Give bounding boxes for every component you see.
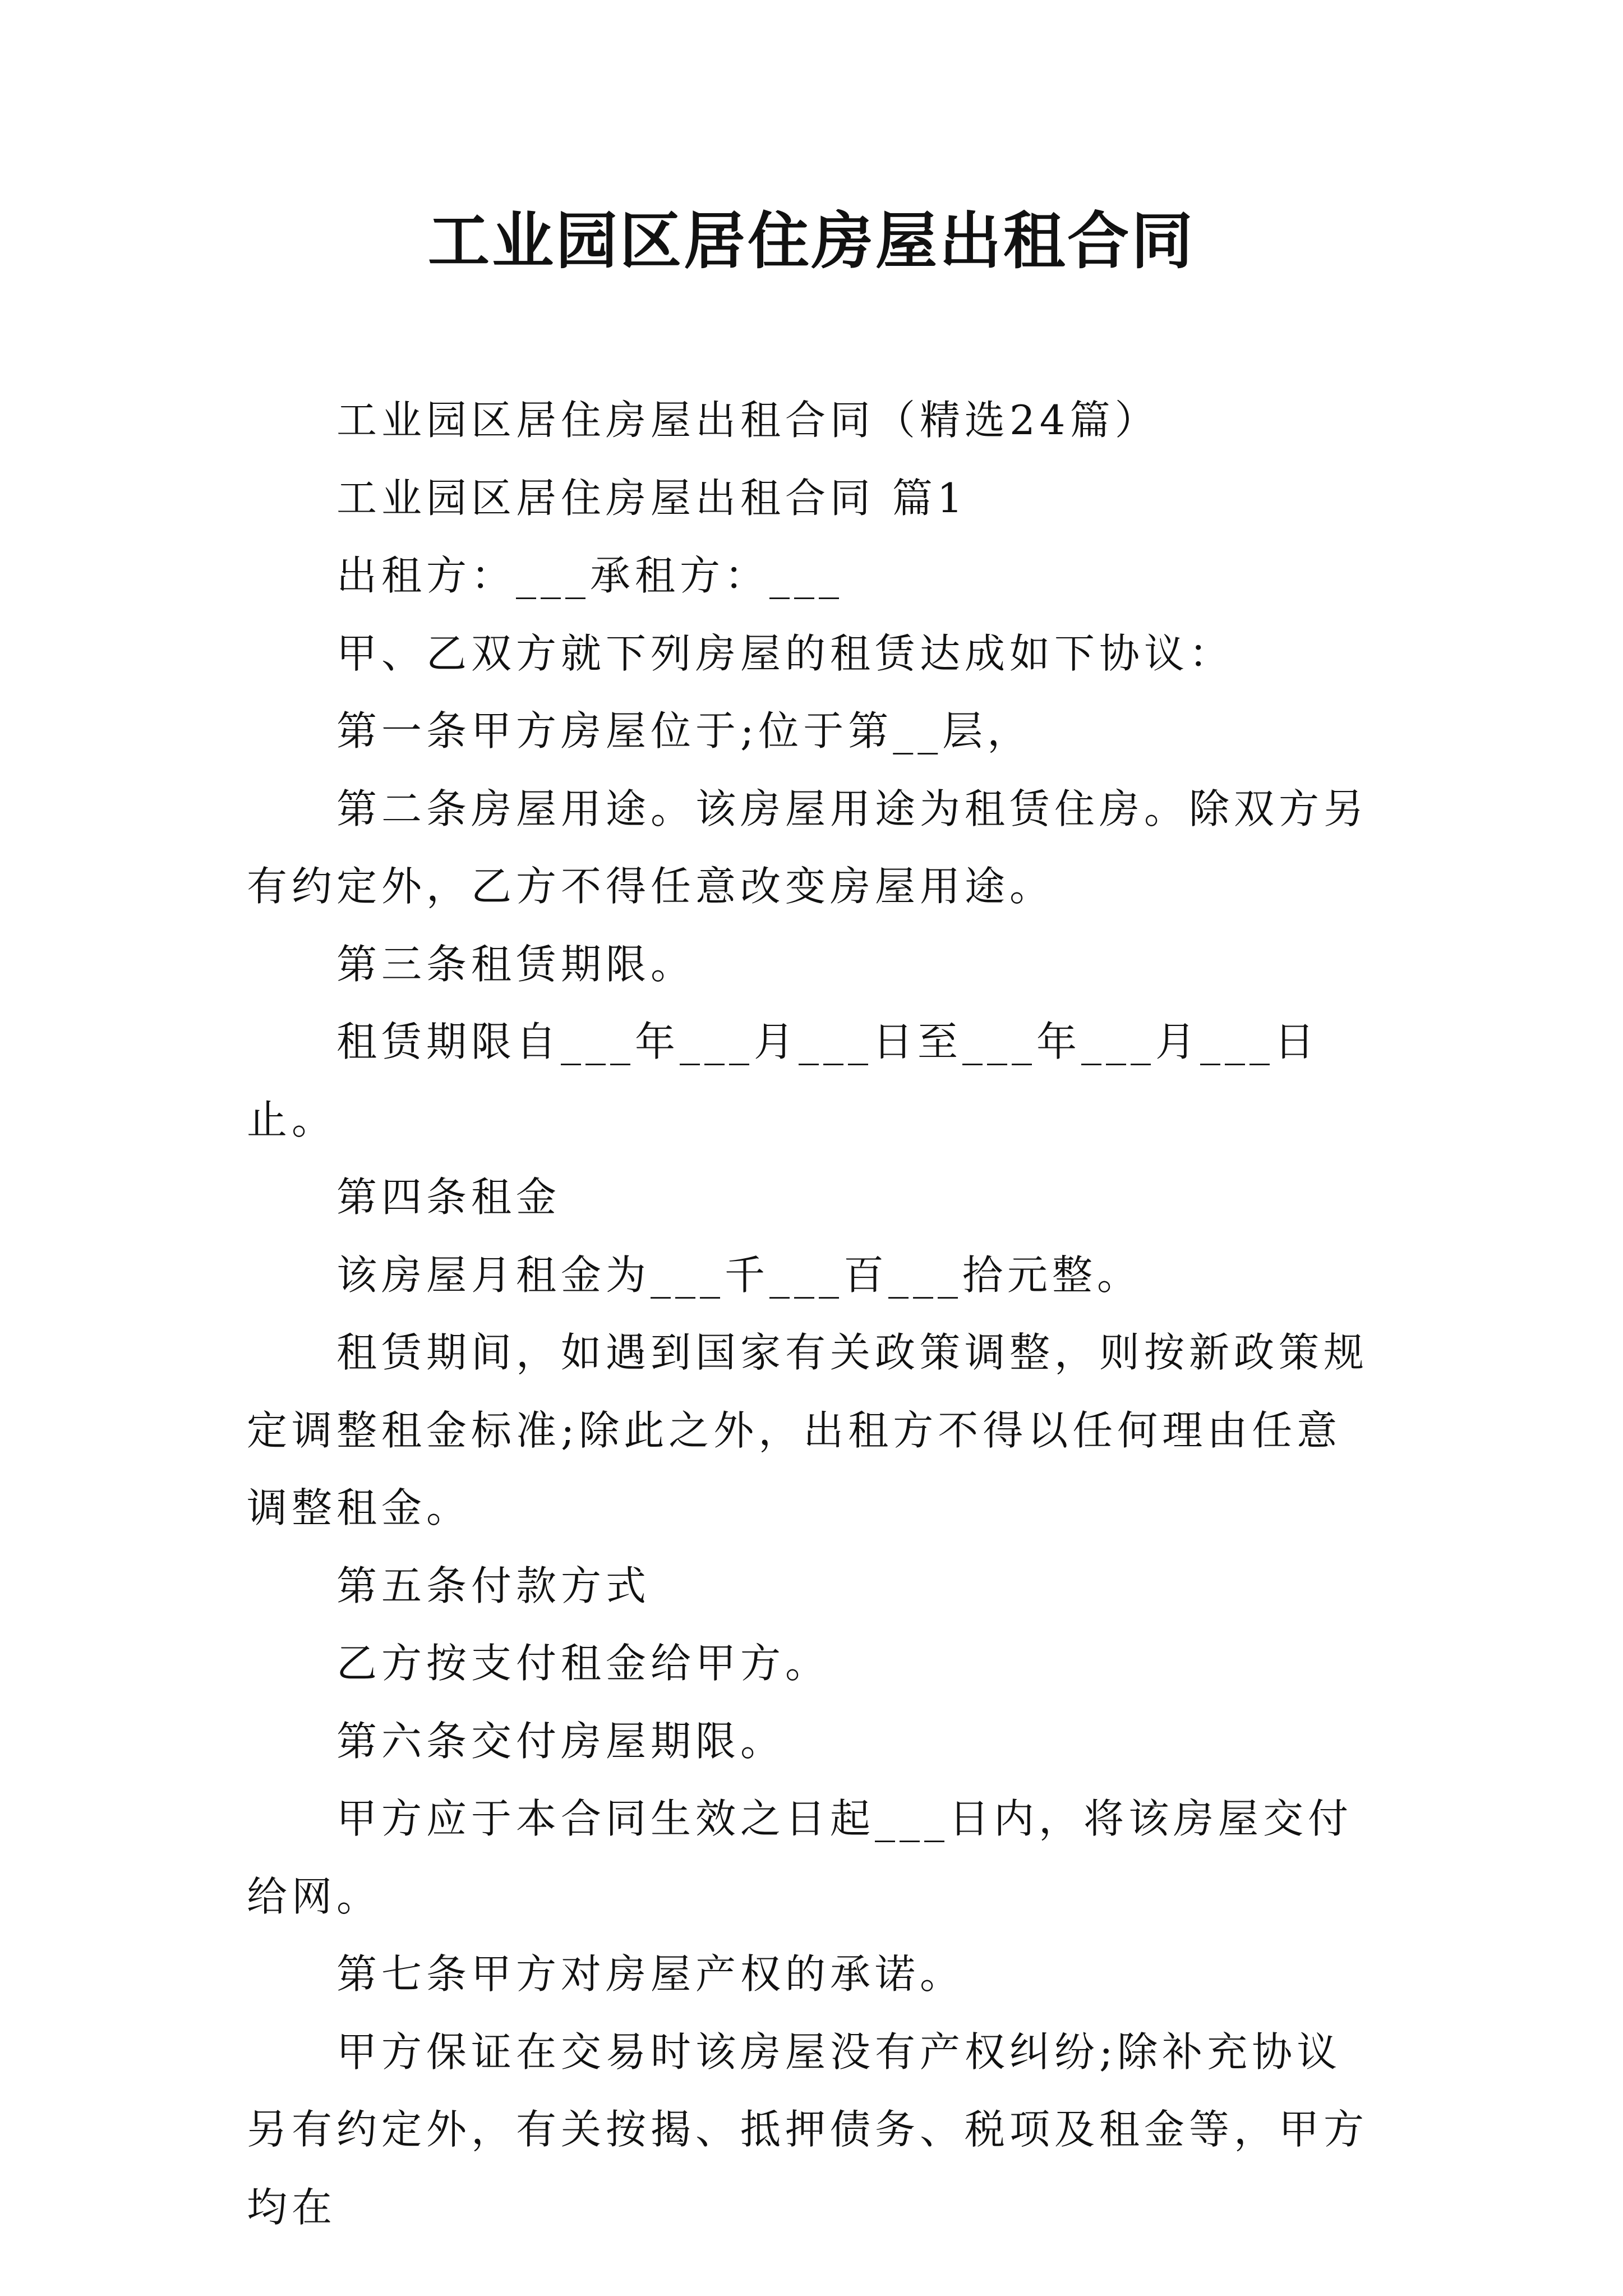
paragraph-article-6-heading: 第六条交付房屋期限。 — [336, 1717, 786, 1765]
paragraph-article-4-heading: 第四条租金 — [336, 1174, 561, 1221]
paragraph-article-2: 第二条房屋用途。该房屋用途为租赁住房。除双方另有约定外，乙方不得任意改变房屋用途。 — [247, 785, 1369, 910]
paragraph-article-5-heading: 第五条付款方式 — [336, 1562, 651, 1609]
paragraph-ownership-guarantee: 甲方保证在交易时该房屋没有产权纠纷;除补充协议另有约定外，有关按揭、抵押债务、税项及租金等，甲方均在 — [247, 2028, 1369, 2231]
paragraph-monthly-rent: 该房屋月租金为___千___百___拾元整。 — [336, 1251, 1142, 1299]
paragraph-section-heading: 工业园区居住房屋出租合同 篇1 — [336, 474, 967, 522]
document-title: 工业园区居住房屋出租合同 — [428, 205, 1195, 277]
paragraph-lease-term: 租赁期限自___年___月___日至___年___月___日止。 — [247, 1018, 1320, 1143]
paragraph-article-1: 第一条甲方房屋位于;位于第__层， — [336, 707, 1032, 754]
paragraph-parties: 出租方：___承租方：___ — [336, 552, 844, 599]
paragraph-delivery: 甲方应于本合同生效之日起___日内，将该房屋交付给网。 — [247, 1795, 1353, 1920]
paragraph-subtitle: 工业园区居住房屋出租合同（精选24篇） — [336, 397, 1160, 444]
paragraph-rent-adjustment: 租赁期间，如遇到国家有关政策调整，则按新政策规定调整租金标准;除此之外，出租方不得以任何理由任意调整租金。 — [247, 1329, 1369, 1531]
paragraph-article-7-heading: 第七条甲方对房屋产权的承诺。 — [336, 1950, 965, 1998]
paragraph-payment: 乙方按支付租金给甲方。 — [336, 1640, 831, 1687]
document-body — [247, 381, 1385, 2246]
paragraph-agreement-intro: 甲、乙双方就下列房屋的租赁达成如下协议： — [336, 629, 1234, 677]
paragraph-article-3-heading: 第三条租赁期限。 — [336, 940, 696, 988]
